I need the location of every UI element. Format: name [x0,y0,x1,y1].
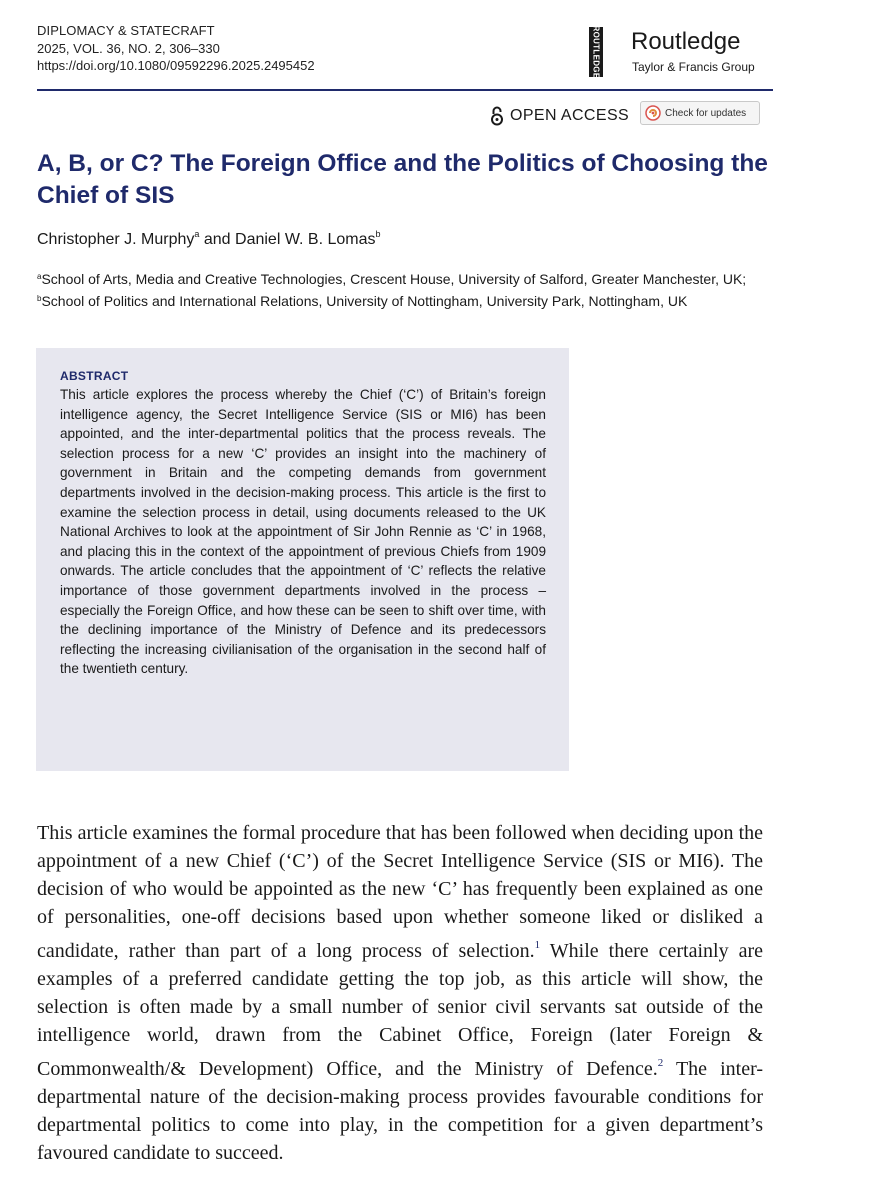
header-divider [37,89,773,91]
journal-header [37,22,315,75]
footnote-ref[interactable]: 1 [534,939,541,951]
affiliation-mark: a [37,272,42,281]
author-list [37,229,381,249]
footnote-ref[interactable]: 2 [657,1057,664,1069]
body-paragraph [37,819,763,1167]
affiliation-mark: b [37,294,42,303]
journal-issue: 2025, VOL. 36, NO. 2, 306–330 [37,40,220,56]
abstract-heading: ABSTRACT [60,369,129,383]
publisher-vertical-label: ROUTLEDGE [591,25,601,79]
author-name[interactable]: Christopher J. Murphy [37,231,195,248]
body-text-part: This article examines the formal procedure that has been followed when deciding upon the appointment of a new Chief (‘C’) of the Secret Intelligence Service (SIS or MI6). The decision of who would be appointed as the new ‘C’ has frequently been explained as one of personalities, one-off decisions based upon whether someone liked or disliked a candidate, rather than part of a long process of selection. [37,822,763,962]
affiliation-a: School of Arts, Media and Creative Technologies, Crescent House, University of Salford, Greater Manchester, UK; [41,271,747,287]
author-name[interactable]: Daniel W. B. Lomas [235,231,376,248]
abstract-text: This article explores the process whereby the Chief (‘C’) of Britain’s foreign intelligence agency, the Secret Intelligence Service (SIS or MI6) has been appointed, and the inter-departmental politics that the process reveals. The selection process for a new ‘C’ provides an insight into the machinery of government in Britain and the competing demands from government departments involved in the decision-making process. This article is the first to examine the selection process in detail, using documents released to the UK National Archives to look at the appointment of Sir John Rennie as ‘C’ in 1968, and placing this in the context of the appointment of previous Chiefs from 1909 onwards. The article concludes that the appointment of ‘C’ reflects the relative importance of those government departments involved in the process – especially the Foreign Office, and how these can be seen to shift over time, with the declining importance of the Ministry of Defence and its predecessors reflecting the increasing civilianisation of the organisation in the second half of the twentieth century. [60,387,546,677]
publisher-name: Routledge [631,28,741,55]
routledge-mark-icon [589,27,603,77]
affiliation-mark[interactable]: a [194,229,200,239]
affiliation-b: School of Politics and International Relations, University of Nottingham, University Park, Nottingham, UK [41,293,688,309]
open-access-label: OPEN ACCESS [510,107,630,124]
body-text-part: While there certainly are examples of a preferred candidate getting the top job, as this article will show, the selection is often made by a small number of senior civil servants sat outside of the intelligence world, drawn from the Cabinet Office, Foreign (later Foreign & Commonwealth/& Development) Office, and the Ministry of Defence. [37,940,763,1080]
doi-link[interactable]: https://doi.org/10.1080/09592296.2025.2495452 [37,58,315,73]
open-access-badge [490,106,629,126]
affiliations [37,267,767,311]
check-updates-icon [645,105,661,121]
publisher-logo[interactable] [589,24,779,80]
body-text-part: The inter-departmental nature of the decision-making process provides favourable conditions for departmental politics to come into play, in the competition for a given department’s favoured candidate to succeed. [37,1058,763,1164]
check-updates-label: Check for updates [665,107,747,119]
check-for-updates-button[interactable] [640,101,760,125]
author-joiner: and [203,231,231,248]
publisher-group: Taylor & Francis Group [632,60,755,74]
open-lock-icon [490,106,504,126]
article-title: A, B, or C? The Foreign Office and the Politics of Choosing the Chief of SIS [37,150,768,209]
affiliation-mark[interactable]: b [375,229,381,239]
journal-name: DIPLOMACY & STATECRAFT [37,23,215,38]
